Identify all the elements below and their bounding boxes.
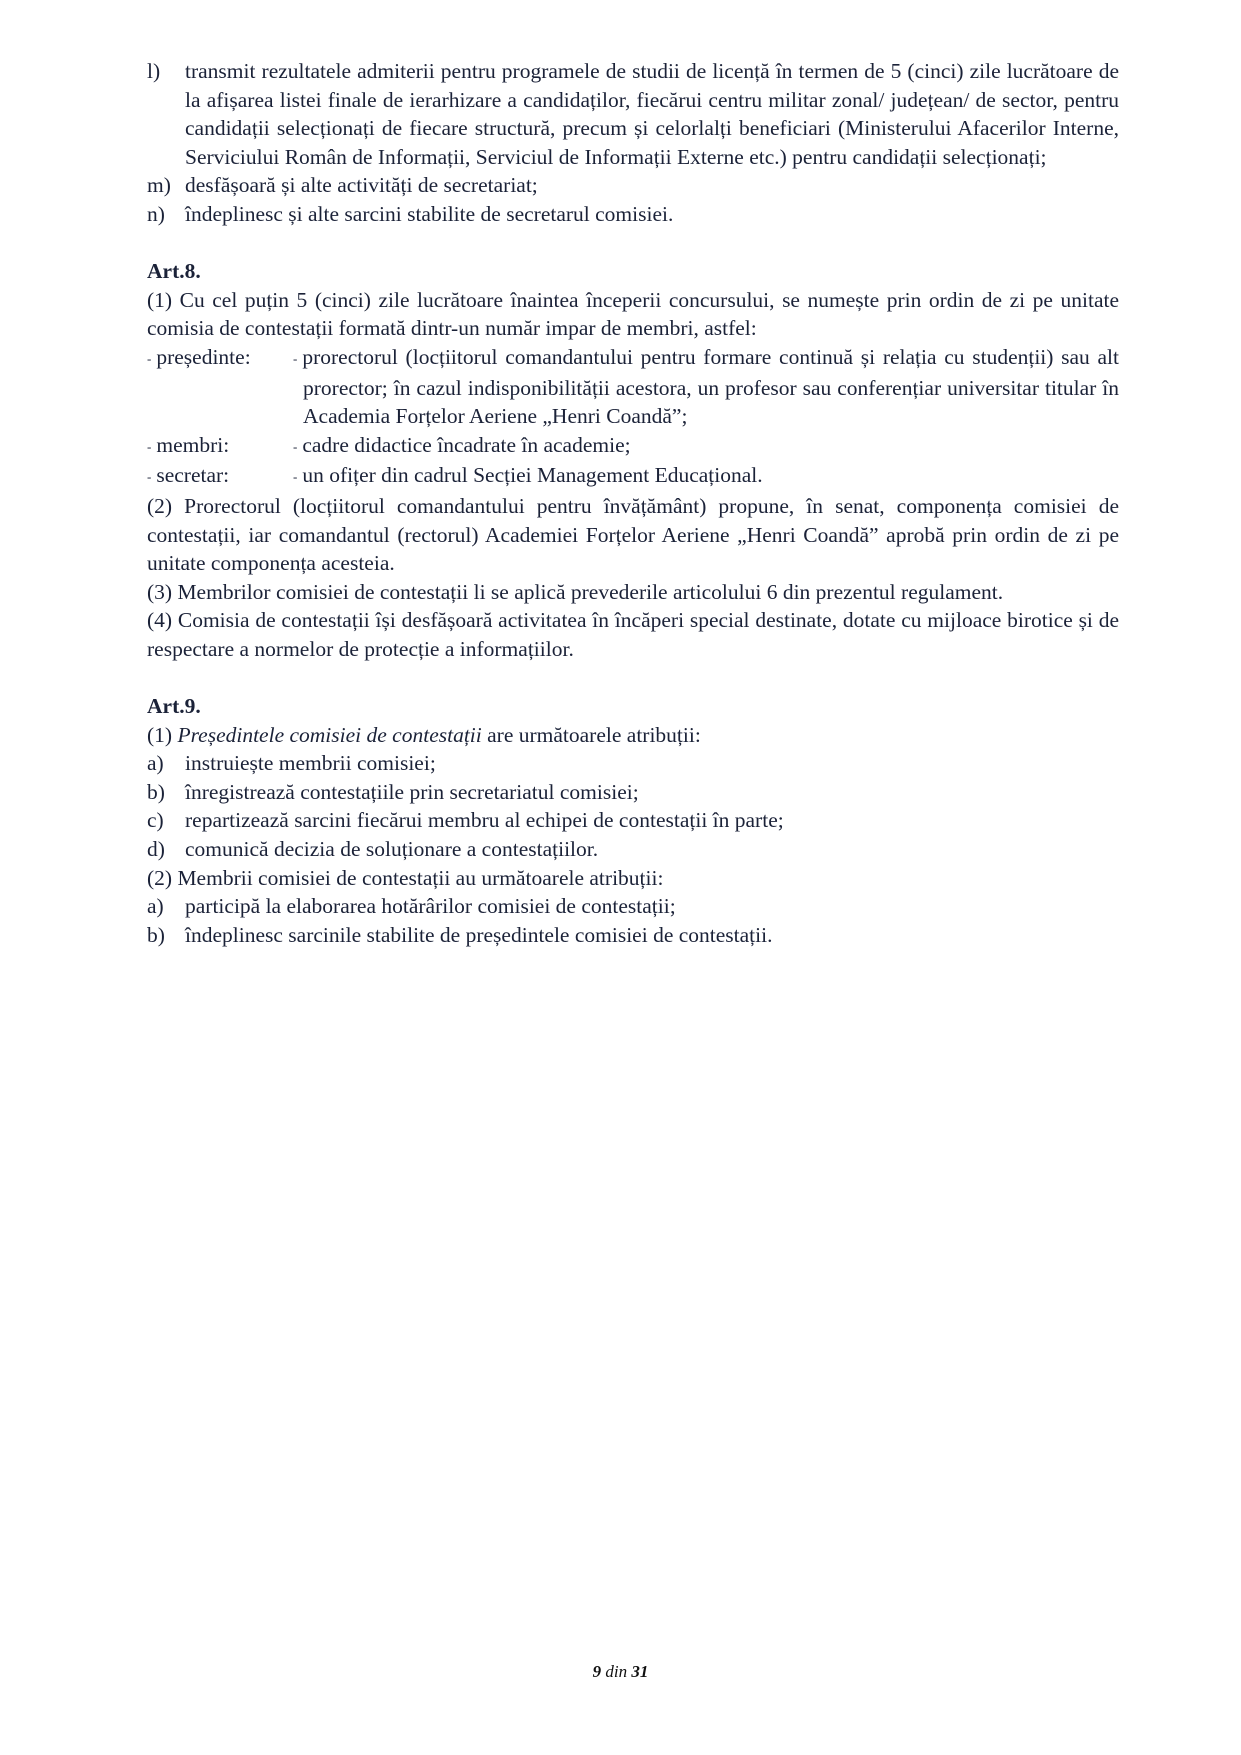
list-label: c) bbox=[147, 808, 164, 833]
list-label: a) bbox=[147, 751, 164, 776]
list-label: n) bbox=[147, 201, 165, 226]
dash-bullet: - bbox=[147, 438, 152, 454]
role-label: președinte: bbox=[156, 344, 251, 369]
current-page: 9 bbox=[592, 1662, 602, 1681]
dash-bullet: - bbox=[293, 438, 298, 454]
list-label: a) bbox=[147, 894, 164, 919]
list-text: îndeplinesc și alte sarcini stabilite de secretarul comisiei. bbox=[185, 201, 674, 226]
total-pages: 31 bbox=[631, 1662, 649, 1681]
role-name bbox=[147, 431, 293, 462]
spacer bbox=[147, 229, 1119, 258]
page-separator: din bbox=[601, 1662, 632, 1681]
dash-bullet: - bbox=[293, 350, 298, 366]
list-label: b) bbox=[147, 779, 165, 804]
role-name bbox=[147, 343, 293, 431]
list-item bbox=[147, 892, 1119, 921]
dash-bullet: - bbox=[147, 350, 152, 366]
list-item bbox=[147, 921, 1119, 950]
article-heading: Art.8. bbox=[147, 259, 201, 284]
paragraph: (2) Membrii comisiei de contestații au următoarele atribuții: bbox=[147, 865, 664, 890]
list-label: m) bbox=[147, 173, 171, 198]
list-label: l) bbox=[147, 59, 161, 83]
paragraph: (1) Cu cel puțin 5 (cinci) zile lucrătoare înaintea începerii concursului, se numește prin ordin de zi pe unitate comisia de contestații formată dintr-un număr impar de membri, astfel: bbox=[147, 287, 1119, 341]
list-label: b) bbox=[147, 922, 165, 947]
list-item bbox=[147, 835, 1119, 864]
article-heading: Art.9. bbox=[147, 694, 201, 719]
role-row bbox=[147, 461, 1119, 492]
page-number bbox=[0, 1662, 1241, 1682]
list-item bbox=[147, 806, 1119, 835]
list-text: participă la elaborarea hotărârilor comisiei de contestații; bbox=[185, 894, 676, 919]
role-row bbox=[147, 431, 1119, 462]
list-text: transmit rezultatele admiterii pentru programele de studii de licență în termen de 5 (cinci) zile lucrătoare de la afișarea listei finale de ierarhizare a candidaților, fiecărui centru militar zonal/ județean/ de sector, pentru candidații selecționați de fiecare structură, precum și celorlalți beneficiari (Ministerului Afacerilor Interne, Serviciului Român de Informații, Serviciul de Informații Externe etc.) pentru candidații selecționați; bbox=[185, 59, 1119, 169]
paragraph: (2) Prorectorul (locțiitorul comandantului pentru învățământ) propune, în senat, componența comisiei de contestații, iar comandantul (rectorul) Academiei Forțelor Aeriene „Henri Coandă” aprobă prin ordin de zi pe unitate componența acesteia. bbox=[147, 493, 1119, 576]
role-label: secretar: bbox=[156, 463, 230, 488]
role-text bbox=[293, 431, 1119, 462]
role-row bbox=[147, 343, 1119, 431]
list-text: îndeplinesc sarcinile stabilite de președintele comisiei de contestații. bbox=[185, 922, 773, 947]
role-desc: un ofițer din cadrul Secției Management Educațional. bbox=[302, 463, 763, 488]
paragraph: (4) Comisia de contestații își desfășoară activitatea în încăperi special destinate, dotate cu mijloace birotice și de respectare a normelor de protecție a informațiilor. bbox=[147, 608, 1119, 661]
list-item bbox=[147, 749, 1119, 778]
dash-bullet: - bbox=[293, 469, 298, 485]
list-item bbox=[147, 200, 1119, 229]
role-text bbox=[293, 461, 1119, 492]
list-text: instruiește membrii comisiei; bbox=[185, 751, 436, 776]
paragraph-suffix: are următoarele atribuții: bbox=[481, 722, 701, 747]
document-page bbox=[147, 57, 1119, 949]
spacer bbox=[147, 663, 1119, 692]
list-item bbox=[147, 57, 1119, 171]
list-text: înregistrează contestațiile prin secretariatul comisiei; bbox=[185, 779, 639, 804]
paragraph bbox=[147, 721, 1119, 750]
list-text: repartizează sarcini fiecărui membru al echipei de contestații în parte; bbox=[185, 808, 784, 833]
role-label: membri: bbox=[156, 432, 230, 457]
list-text: comunică decizia de soluționare a contestațiilor. bbox=[185, 837, 599, 862]
list-text: desfășoară și alte activități de secretariat; bbox=[185, 173, 538, 198]
role-text bbox=[293, 343, 1119, 431]
paragraph: (3) Membrilor comisiei de contestații li se aplică prevederile articolului 6 din prezentul regulament. bbox=[147, 579, 1004, 604]
dash-bullet: - bbox=[147, 469, 152, 485]
paragraph-emphasis: Președintele comisiei de contestații bbox=[177, 722, 482, 747]
list-item bbox=[147, 171, 1119, 200]
paragraph-prefix: (1) bbox=[147, 722, 178, 747]
list-item bbox=[147, 778, 1119, 807]
role-desc: prorectorul (locțiitorul comandantului pentru formare continuă și relația cu studenții) sau alt prorector; în cazul indisponibilității acestora, un profesor sau conferențiar universitar titular în Academia Forțelor Aeriene „Henri Coandă”; bbox=[302, 344, 1119, 429]
role-name bbox=[147, 461, 293, 492]
role-desc: cadre didactice încadrate în academie; bbox=[302, 432, 631, 457]
list-label: d) bbox=[147, 837, 165, 862]
